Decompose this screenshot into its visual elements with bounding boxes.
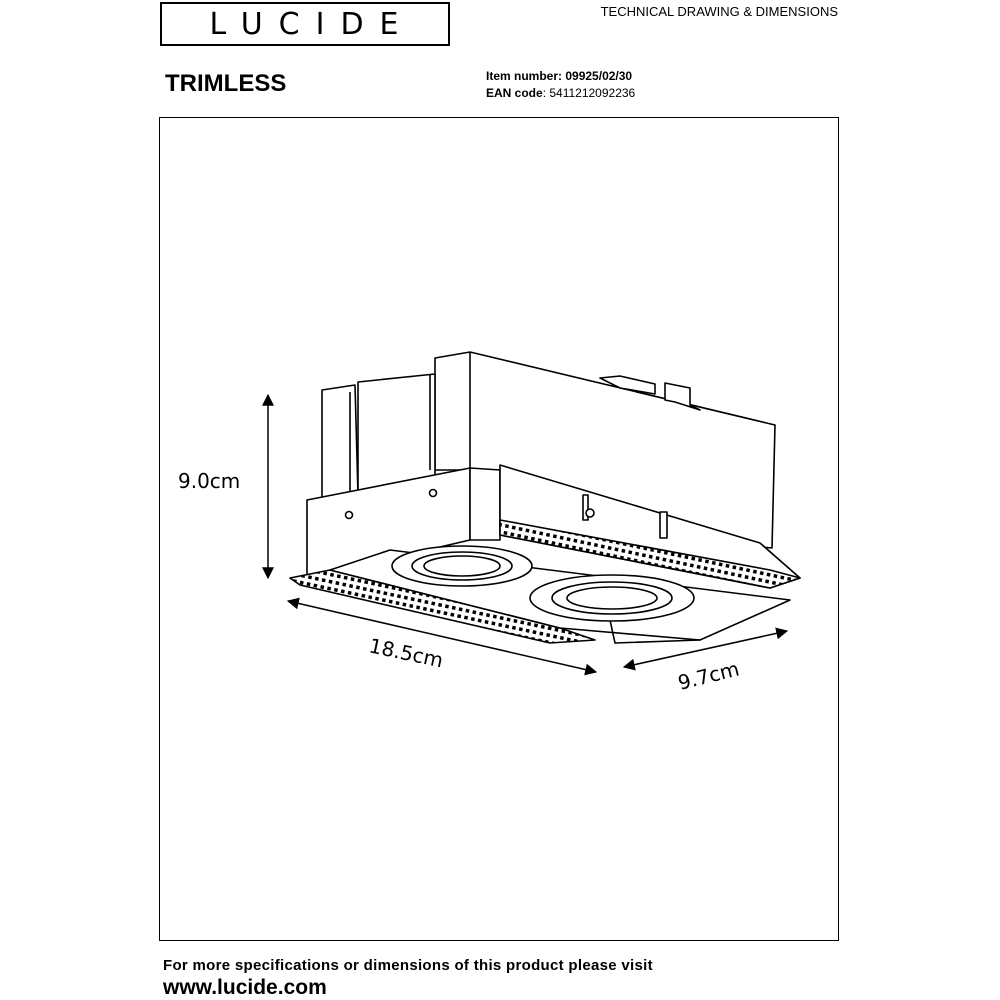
item-number-row: Item number: 09925/02/30 <box>486 69 633 83</box>
product-name: TRIMLESS <box>165 70 287 97</box>
screw <box>430 490 437 497</box>
width-label: 9.7cm <box>675 656 742 695</box>
document-type: TECHNICAL DRAWING & DIMENSIONS <box>600 4 838 19</box>
ean-value: 5411212092236 <box>549 86 636 100</box>
logo-text: LUCIDE <box>209 6 415 42</box>
pin <box>660 512 667 538</box>
height-label: 9.0cm <box>178 469 241 493</box>
screw <box>346 512 353 519</box>
left-bracket <box>322 385 358 500</box>
item-number-label: Item number <box>486 69 559 83</box>
ean-label: EAN code <box>486 86 543 100</box>
footer-text: For more specifications or dimensions of this product please visit <box>163 957 653 974</box>
fixture-outline <box>290 352 800 643</box>
length-label: 18.5cm <box>366 633 446 673</box>
item-number-value: 09925/02/30 <box>565 69 633 83</box>
ean-row: EAN code: 5411212092236 <box>486 86 636 100</box>
website-link[interactable]: www.lucide.com <box>163 976 327 999</box>
